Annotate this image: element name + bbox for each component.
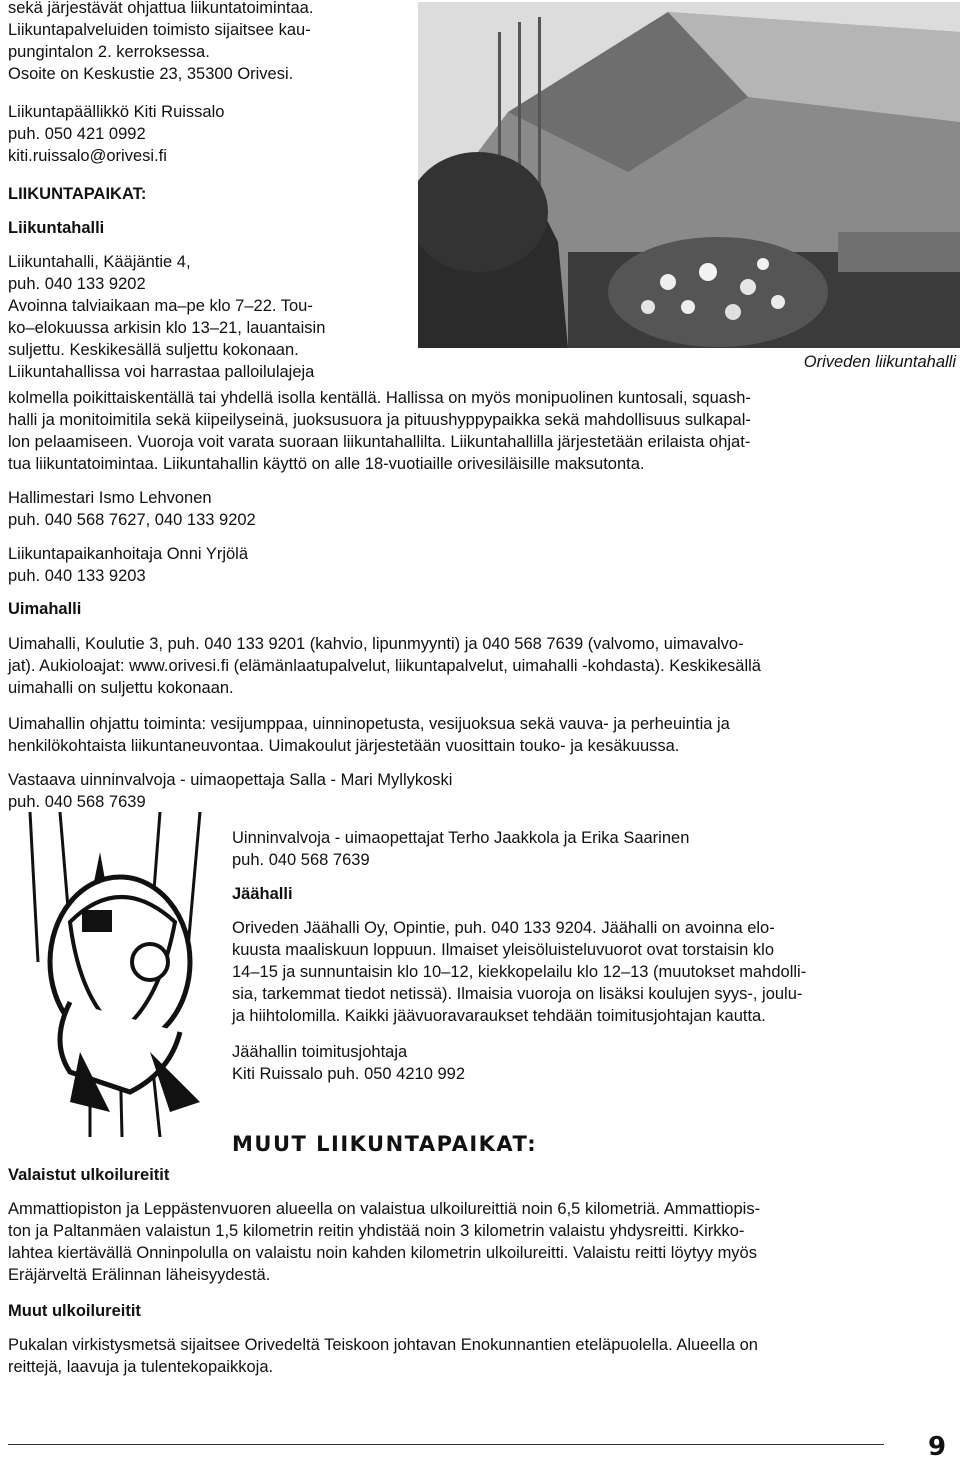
intro-line: Osoite on Keskustie 23, 35300 Orivesi. <box>8 65 294 83</box>
pool-line: uimahalli on suljettu kokonaan. <box>8 679 234 697</box>
lit-trails-heading: Valaistut ulkoilureitit <box>8 1166 170 1184</box>
ice-line: 14–15 ja sunnuntaisin klo 10–12, kiekkopelailu klo 12–13 (muutokset mahdolli- <box>232 963 807 981</box>
other-trails-heading: Muut ulkoilureitit <box>8 1302 141 1320</box>
other-trails-line: reittejä, laavuja ja tulentekopaikkoja. <box>8 1358 274 1376</box>
ice-line: ja hiihtolomilla. Kaikki jäävuoravaraukset tehdään toimitusjohtajan kautta. <box>232 1007 766 1025</box>
pool-contact-name: Vastaava uinninvalvoja - uimaopettaja Salla - Mari Myllykoski <box>8 771 453 789</box>
hall-line: Liikuntahallissa voi harrastaa palloilulajeja <box>8 363 315 381</box>
hall-body-line: lon pelaamiseen. Vuoroja voit varata suoraan liikuntahallilta. Liikuntahallilla järjestetään erilaista ohjat- <box>8 433 751 451</box>
hallimestari-name: Hallimestari Ismo Lehvonen <box>8 489 212 507</box>
pool-line: Uimahalli, Koulutie 3, puh. 040 133 9201 (kahvio, lipunmyynti) ja 040 568 7639 (valvomo, uimavalvo- <box>8 635 744 653</box>
hoitaja-phone: puh. 040 133 9203 <box>8 567 146 585</box>
ice-line: sia, tarkemmat tiedot netissä). Ilmaisia vuoroja on lisäksi koulujen syys-, joulu- <box>232 985 803 1003</box>
other-trails-line: Pukalan virkistysmetsä sijaitsee Orivedeltä Teiskoon johtavan Enokunnantien eteläpuolella. Alueella on <box>8 1336 758 1354</box>
hall-line: ko–elokuussa arkisin klo 13–21, lauantaisin <box>8 319 326 337</box>
hall-heading: Liikuntahalli <box>8 219 105 237</box>
ice-contact-title: Jäähallin toimitusjohtaja <box>232 1043 408 1061</box>
intro-line: pungintalon 2. kerroksessa. <box>8 43 210 61</box>
intro-line: sekä järjestävät ohjattua liikuntatoimintaa. <box>8 0 314 17</box>
hall-body-line: halli ja monitoimitila sekä kiipeilyseinä, juoksusuora ja pituushyppypaikka sekä mahdollisuus sulkapal- <box>8 411 751 429</box>
lifeguards-names: Uinninvalvoja - uimaopettajat Terho Jaakkola ja Erika Saarinen <box>232 829 690 847</box>
hall-line: puh. 040 133 9202 <box>8 275 146 293</box>
other-places-heading: MUUT LIIKUNTAPAIKAT: <box>232 1132 538 1156</box>
hall-line: Avoinna talviaikaan ma–pe klo 7–22. Tou- <box>8 297 313 315</box>
intro-line: Liikuntapalveluiden toimisto sijaitsee kau- <box>8 21 311 39</box>
lit-trails-line: lahtea kiertävällä Onninpolulla on valaistu noin kahden kilometrin ulkoilureitti. Valaistu reitti löytyy myös <box>8 1244 757 1262</box>
hall-line: Liikuntahalli, Kääjäntie 4, <box>8 253 191 271</box>
pool-line: jat). Aukioloajat: www.orivesi.fi (elämänlaatupalvelut, liikuntapalvelut, uimahalli -kohdasta). Keskikesällä <box>8 657 761 675</box>
manager-phone: puh. 050 421 0992 <box>8 125 146 143</box>
lit-trails-line: Ammattiopiston ja Leppästenvuoren alueella on valaistua ulkoilureittiä noin 6,5 kilometriä. Ammattiopis- <box>8 1200 761 1218</box>
hall-line: suljettu. Keskikesällä suljettu kokonaan. <box>8 341 299 359</box>
hall-body-line: kolmella poikittaiskentällä tai yhdellä isolla kentällä. Hallissa on myös monipuolinen kuntosali, squash- <box>8 389 751 407</box>
hallimestari-phone: puh. 040 568 7627, 040 133 9202 <box>8 511 256 529</box>
pool-contact-phone: puh. 040 568 7639 <box>8 793 146 811</box>
photo-caption: Oriveden liikuntahalli <box>803 353 956 371</box>
section-heading: LIIKUNTAPAIKAT: <box>8 185 147 203</box>
hockey-player-illustration <box>10 812 222 1137</box>
ice-contact-name: Kiti Ruissalo puh. 050 4210 992 <box>232 1065 465 1083</box>
ice-line: Oriveden Jäähalli Oy, Opintie, puh. 040 133 9204. Jäähalli on avoinna elo- <box>232 919 775 937</box>
hoitaja-name: Liikuntapaikanhoitaja Onni Yrjölä <box>8 545 249 563</box>
pool-guided-line: henkilökohtaista liikuntaneuvontaa. Uimakoulut järjestetään vuosittain touko- ja kesäkuussa. <box>8 737 680 755</box>
manager-name: Liikuntapäällikkö Kiti Ruissalo <box>8 103 225 121</box>
ice-heading: Jäähalli <box>232 885 293 903</box>
pool-guided-line: Uimahallin ohjattu toiminta: vesijumppaa, uinninopetusta, vesijuoksua sekä vauva- ja perheuintia ja <box>8 715 730 733</box>
lifeguards-phone: puh. 040 568 7639 <box>232 851 370 869</box>
page-number: 9 <box>928 1432 947 1462</box>
footer-rule <box>8 1444 884 1445</box>
ice-line: kuusta maaliskuun loppuun. Ilmaiset yleisöluisteluvuorot ovat torstaisin klo <box>232 941 775 959</box>
sports-hall-photo <box>418 2 960 348</box>
pool-heading: Uimahalli <box>8 600 82 618</box>
manager-email: kiti.ruissalo@orivesi.fi <box>8 147 167 165</box>
hall-body-line: tua liikuntatoimintaa. Liikuntahallin käyttö on alle 18-vuotiaille orivesiläisille maksutonta. <box>8 455 645 473</box>
lit-trails-line: Eräjärveltä Erälinnan läheisyydestä. <box>8 1266 271 1284</box>
lit-trails-line: ton ja Paltanmäen valaistun 1,5 kilometrin reitin yhdistää noin 3 kilometrin valaistu yhdysreitti. Kirkko- <box>8 1222 745 1240</box>
